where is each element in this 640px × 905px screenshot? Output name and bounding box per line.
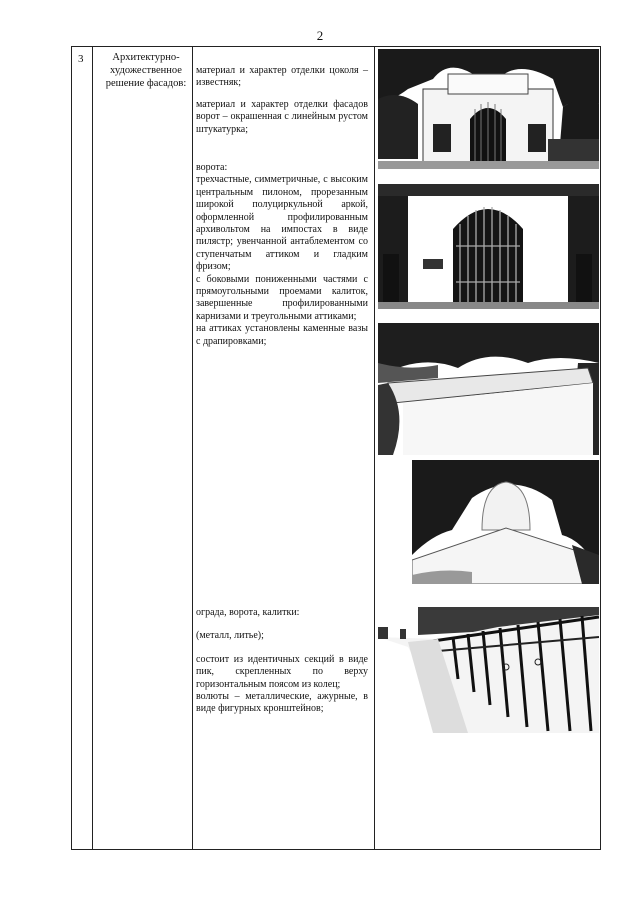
fence-description [196,607,368,716]
gates-line: с боковыми пониженными частями с прямоугольными проемами калиток, завершенные профилированными карнизами и треугольными аттиками; [196,273,368,322]
page-number: 2 [316,28,324,43]
facade-description [196,99,368,136]
fence-heading: ограда, ворота, калитки: [196,607,300,618]
gate-overview-photo [378,49,599,169]
row-number: 3 [78,53,84,65]
pediment-vase-photo [412,460,599,584]
gates-line: трехчастные, симметричные, с высоким центральным пилоном, прорезанным широкой полуциркульной аркой, оформленной профилированным архивольтом на импостах в виде пилястр; увенчанной антаблементом со ступенчатым аттиком и гладким фризом; [196,174,368,273]
gates-description [196,162,368,348]
gates-heading: ворота: [196,162,228,173]
column-divider [192,47,193,849]
attic-photo [378,323,599,455]
gate-arch-photo [378,184,599,309]
column-divider [374,47,375,849]
column-divider [92,47,93,849]
gates-line: на аттиках установлены каменные вазы с драпировками; [196,323,368,347]
fence-line: волюты – металлические, ажурные, в виде фигурных кронштейнов; [196,691,368,715]
fence-line: состоит из идентичных секций в виде пик, скрепленных по верху горизонтальным поясом из колец; [196,653,368,690]
plinth-description [196,65,368,90]
monument-table [71,46,601,850]
plinth-text: материал и характер отделки цоколя – известняк; [196,65,368,89]
section-title: Архитектурно-художественное решение фасадов: [105,52,187,89]
facade-text: материал и характер отделки фасадов ворот – окрашенная с линейным рустом штукатурка; [196,99,368,135]
fence-photo [378,607,599,733]
fence-material: (металл, литье); [196,630,264,642]
